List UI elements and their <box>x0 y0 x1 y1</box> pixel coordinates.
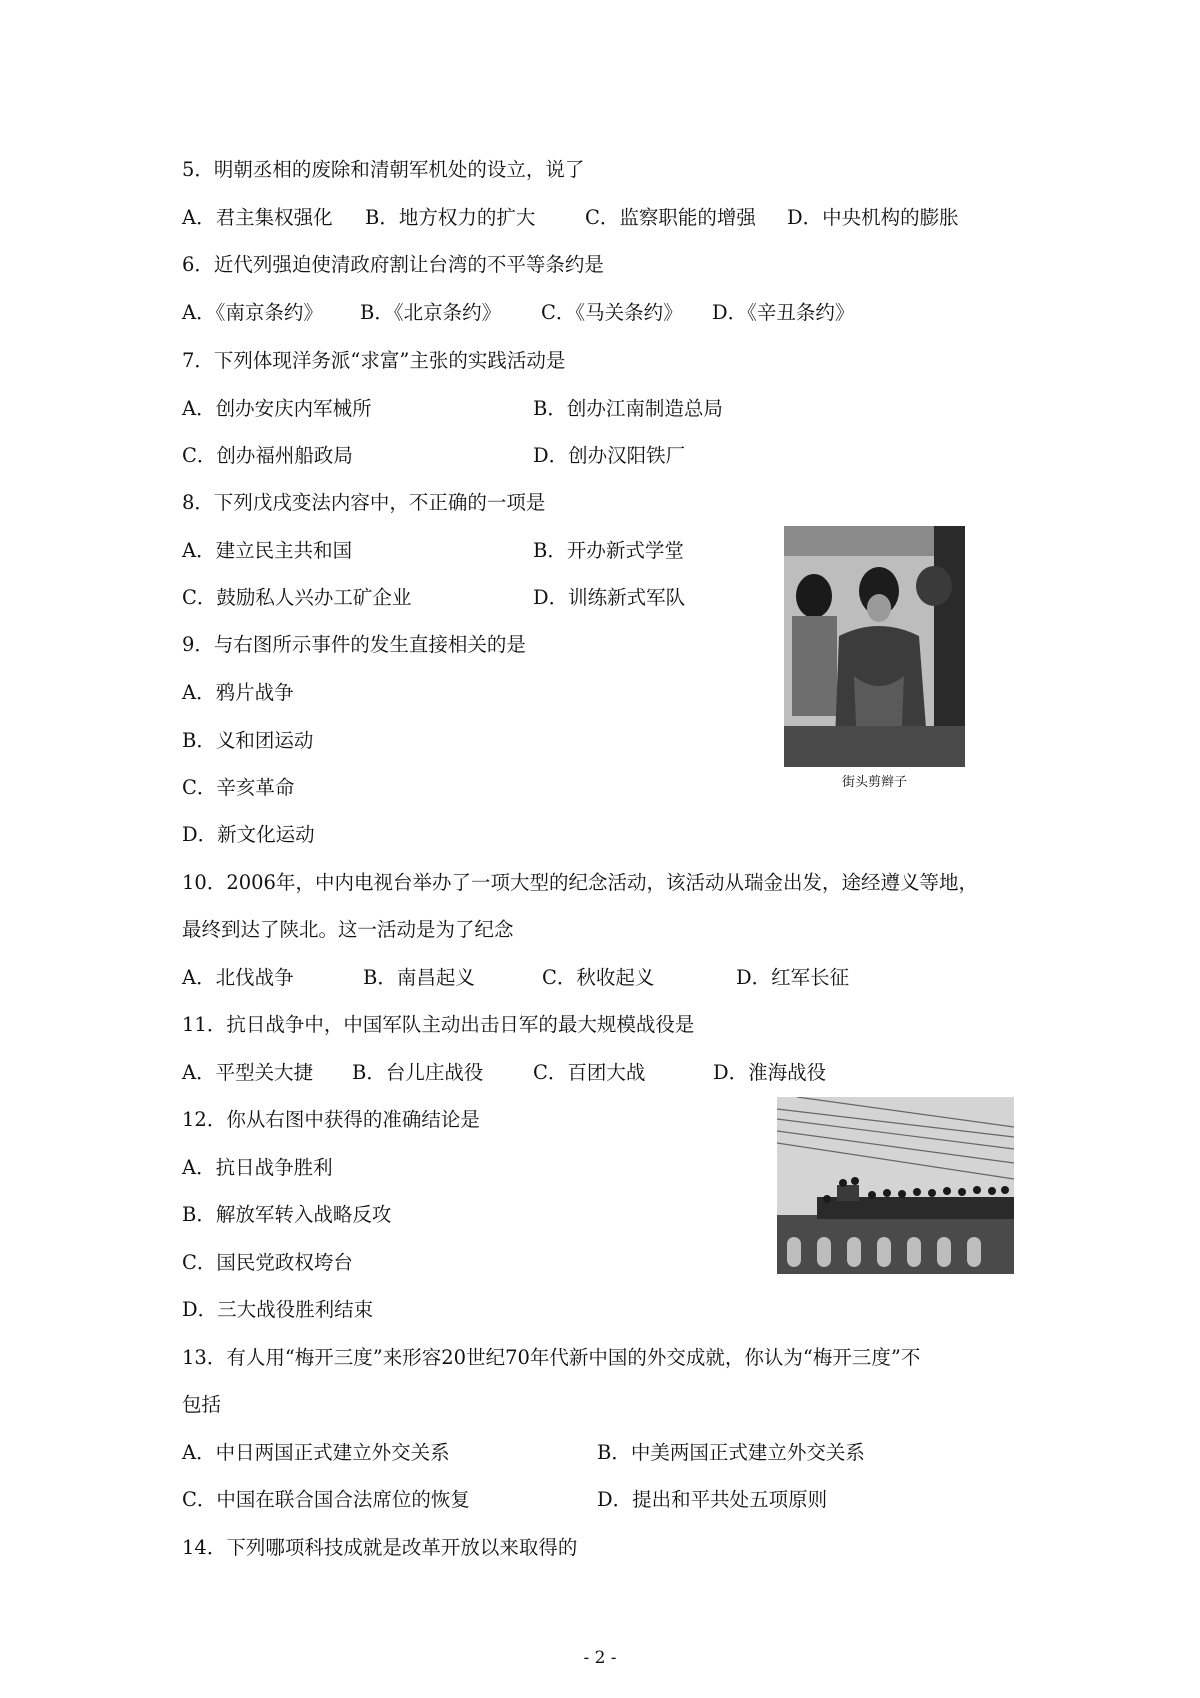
q6-stem: 6．近代列强迫使清政府割让台湾的不平等条约是 <box>182 253 604 276</box>
q10-option-b: B．南昌起义 <box>363 966 475 989</box>
q5-option-d: D．中央机构的膨胀 <box>787 206 959 229</box>
q8-option-b: B．开办新式学堂 <box>533 539 684 562</box>
q9-option-a: A．鸦片战争 <box>182 681 294 704</box>
q6-option-a: A．《南京条约》 <box>182 301 323 324</box>
q7-option-d: D．创办汉阳铁厂 <box>533 444 686 467</box>
q13-option-b: B．中美两国正式建立外交关系 <box>597 1441 865 1464</box>
q5-stem: 5．明朝丞相的废除和清朝军机处的设立，说了 <box>182 158 585 181</box>
q13-stem-line1: 13．有人用“梅开三度”来形容20世纪70年代新中国的外交成就，你认为“梅开三度”不 <box>182 1346 921 1369</box>
q11-option-a: A．平型关大捷 <box>182 1061 314 1084</box>
queue-cutting-photo <box>784 526 965 767</box>
q12-option-d: D．三大战役胜利结束 <box>182 1298 374 1321</box>
q5-option-b: B．地方权力的扩大 <box>365 206 536 229</box>
q9-option-c: C．辛亥革命 <box>182 776 295 799</box>
q9-option-b: B．义和团运动 <box>182 729 314 752</box>
q8-option-d: D．训练新式军队 <box>533 586 686 609</box>
q11-option-b: B．台儿庄战役 <box>352 1061 484 1084</box>
q9-stem: 9．与右图所示事件的发生直接相关的是 <box>182 633 526 656</box>
q6-option-b: B．《北京条约》 <box>360 301 502 324</box>
q5-option-a: A．君主集权强化 <box>182 206 333 229</box>
q7-option-c: C．创办福州船政局 <box>182 444 353 467</box>
q8-option-a: A．建立民主共和国 <box>182 539 353 562</box>
q13-option-c: C．中国在联合国合法席位的恢复 <box>182 1488 470 1511</box>
q9-option-d: D．新文化运动 <box>182 823 315 846</box>
queue-cutting-caption: 街头剪辫子 <box>841 775 907 790</box>
queue-cutting-photo-art <box>784 526 965 767</box>
q7-stem: 7．下列体现洋务派“求富”主张的实践活动是 <box>182 349 566 372</box>
q8-stem: 8．下列戊戌变法内容中，不正确的一项是 <box>182 491 546 514</box>
q10-option-a: A．北伐战争 <box>182 966 294 989</box>
q12-stem: 12．你从右图中获得的准确结论是 <box>182 1108 480 1131</box>
q6-option-c: C．《马关条约》 <box>541 301 683 324</box>
q10-stem-line1: 10．2006年，中内电视台举办了一项大型的纪念活动，该活动从瑞金出发，途经遵义等地， <box>182 871 978 894</box>
q14-stem: 14．下列哪项科技成就是改革开放以来取得的 <box>182 1536 578 1559</box>
q10-option-c: C．秋收起义 <box>542 966 655 989</box>
q7-option-b: B．创办江南制造总局 <box>533 397 723 420</box>
presidential-palace-photo-art <box>777 1097 1014 1274</box>
q12-option-a: A．抗日战争胜利 <box>182 1156 333 1179</box>
q6-option-d: D．《辛丑条约》 <box>712 301 855 324</box>
presidential-palace-photo <box>777 1097 1014 1274</box>
q7-option-a: A．创办安庆内军械所 <box>182 397 372 420</box>
page-number: - 2 - <box>583 1648 617 1668</box>
q12-option-b: B．解放军转入战略反攻 <box>182 1203 392 1226</box>
q13-option-d: D．提出和平共处五项原则 <box>597 1488 828 1511</box>
q13-option-a: A．中日两国正式建立外交关系 <box>182 1441 450 1464</box>
q8-option-c: C．鼓励私人兴办工矿企业 <box>182 586 412 609</box>
q12-option-c: C．国民党政权垮台 <box>182 1251 353 1274</box>
q13-stem-line2: 包括 <box>182 1393 222 1416</box>
q11-option-d: D．淮海战役 <box>713 1061 827 1084</box>
q11-option-c: C．百团大战 <box>533 1061 646 1084</box>
q5-option-c: C．监察职能的增强 <box>585 206 756 229</box>
q10-stem-line2: 最终到达了陕北。这一活动是为了纪念 <box>182 918 514 941</box>
q11-stem: 11．抗日战争中，中国军队主动出击日军的最大规模战役是 <box>182 1013 695 1036</box>
q10-option-d: D．红军长征 <box>736 966 850 989</box>
